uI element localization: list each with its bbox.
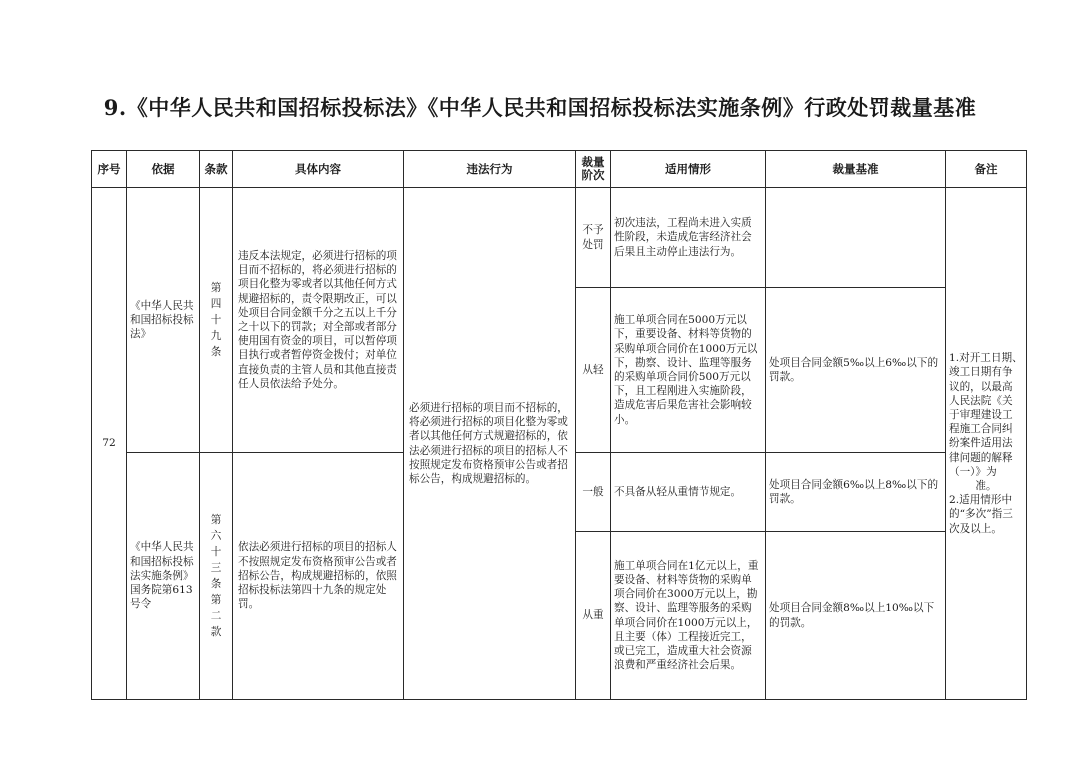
circumstance-0: 初次违法，工程尚未进入实质性阶段，未造成危害经济社会后果且主动停止违法行为。 <box>611 188 766 288</box>
header-index: 序号 <box>92 151 127 188</box>
standard-0 <box>766 188 946 288</box>
level-1: 从轻 <box>576 288 611 453</box>
law1-content: 违反本法规定，必须进行招标的项目而不招标的，将必须进行招标的项目化整为零或者以其他任何方式规避招标的，责令限期改正，可以处项目合同金额千分之五以上千分之十以下的罚款；对全部或者部分使用国有资金的项目，可以暂停项目执行或者暂停资金拨付；对单位直接负责的主管人员和其他直接责任人员依法给予处分。 <box>233 188 404 453</box>
standard-1: 处项目合同金额5‰以上6‰以下的罚款。 <box>766 288 946 453</box>
header-basis: 依据 <box>127 151 200 188</box>
row-index: 72 <box>92 188 127 700</box>
law2-article-char: 六 <box>210 530 222 542</box>
table-row <box>92 188 1027 288</box>
law1-article <box>200 188 233 453</box>
law2-article-char: 三 <box>210 562 222 574</box>
table-header-row <box>92 151 1027 188</box>
level-0 <box>576 188 611 288</box>
header-level <box>576 151 611 188</box>
law2-article <box>200 453 233 700</box>
law2-article-char: 第 <box>210 594 222 606</box>
law2-content: 依法必须进行招标的项目的招标人不按照规定发布资格预审公告或者招标公告，构成规避招标的，依照招标投标法第四十九条的规定处罚。 <box>233 453 404 700</box>
header-article: 条款 <box>200 151 233 188</box>
standard-2: 处项目合同金额6‰以上8‰以下的罚款。 <box>766 453 946 532</box>
law2-article-char: 十 <box>210 546 222 558</box>
law2-article-char: 款 <box>210 626 222 638</box>
law2-article-char: 第 <box>210 514 222 526</box>
remarks-part2: 2.适用情形中的“多次”指三次及以上。 <box>949 494 1013 535</box>
law2-basis: 《中华人民共和国招标投标法实施条例》国务院第613号令 <box>127 453 200 700</box>
header-remarks: 备注 <box>946 151 1027 188</box>
circumstance-2: 不具备从轻从重情节规定。 <box>611 453 766 532</box>
header-circumstance: 适用情形 <box>611 151 766 188</box>
law1-article-char: 十 <box>210 314 222 326</box>
law1-article-char: 条 <box>210 346 222 358</box>
circumstance-3: 施工单项合同在1亿元以上，重要设备、材料等货物的采购单项合同价在3000万元以上，勘察、设计、监理等服务的采购单项合同价在1000万元以上，且主要（体）工程接近完工，或已完工，造成重大社会资源浪费和严重经济社会后果。 <box>611 532 766 700</box>
remarks-part1: 1.对开工日期、竣工日期有争议的，以最高人民法院《关于审理建设工程施工合同纠纷案件适用法律问题的解释（一）》为 <box>949 352 1023 478</box>
header-violation: 违法行为 <box>404 151 576 188</box>
law2-article-char: 条 <box>210 578 222 590</box>
header-content: 具体内容 <box>233 151 404 188</box>
header-level-text: 裁量阶次 <box>581 155 605 182</box>
law1-article-char: 第 <box>210 282 222 294</box>
remarks-cell <box>946 188 1027 700</box>
page-title: 9.《中华人民共和国招标投标法》《中华人民共和国招标投标法实施条例》行政处罚裁量基准 <box>103 95 977 120</box>
law1-basis: 《中华人民共和国招标投标法》 <box>127 188 200 453</box>
header-standard: 裁量基准 <box>766 151 946 188</box>
level-3: 从重 <box>576 532 611 700</box>
law1-article-char: 九 <box>210 330 222 342</box>
discretion-table <box>91 150 1027 700</box>
remarks-part1-end: 准。 <box>975 480 997 492</box>
violation-cell: 必须进行招标的项目而不招标的，将必须进行招标的项目化整为零或者以其他任何方式规避招标的，依法必须进行招标的项目的招标人不按照规定发布资格预审公告或者招标公告，构成规避招标的。 <box>404 188 576 700</box>
standard-3: 处项目合同金额8‰以上10‰以下的罚款。 <box>766 532 946 700</box>
level-0-text: 不予处罚 <box>582 224 604 251</box>
law2-article-char: 二 <box>210 610 222 622</box>
level-2: 一般 <box>576 453 611 532</box>
circumstance-1: 施工单项合同在5000万元以下，重要设备、材料等货物的采购单项合同价在1000万元以下，勘察、设计、监理等服务的采购单项合同价500万元以下，且工程刚进入实施阶段，造成危害后果危害社会影响较小。 <box>611 288 766 453</box>
law1-article-char: 四 <box>210 298 222 310</box>
